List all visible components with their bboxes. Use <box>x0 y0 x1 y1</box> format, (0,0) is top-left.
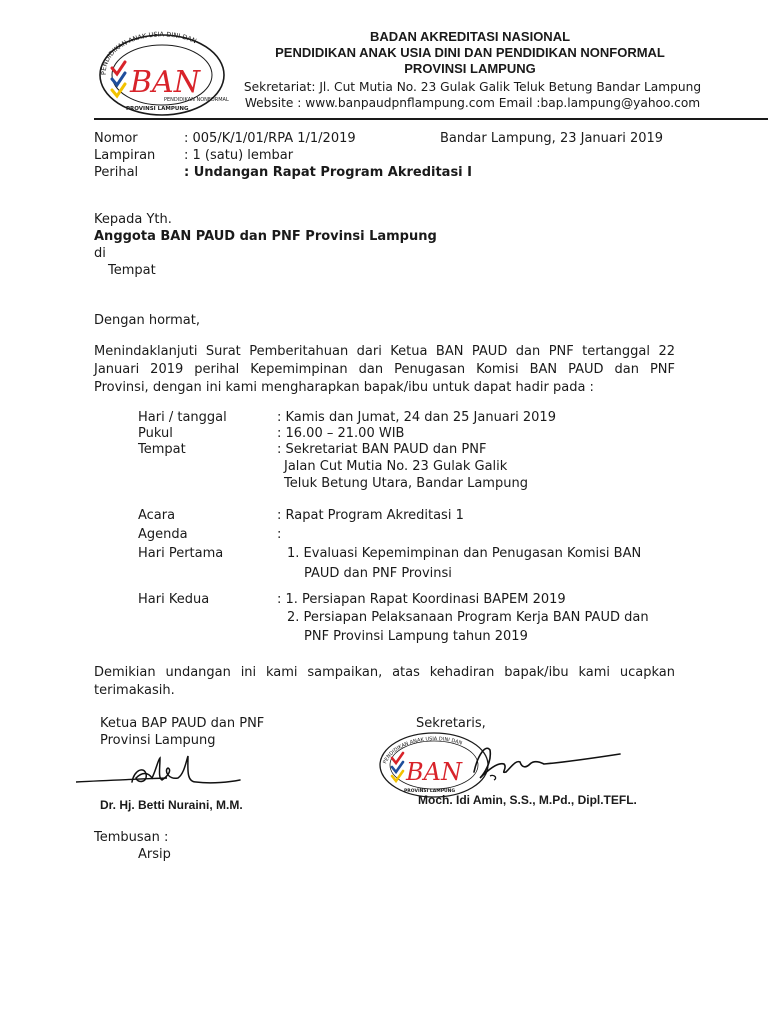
tempat-value-3: Teluk Betung Utara, Bandar Lampung <box>284 476 528 491</box>
logo-brand: BAN <box>130 65 200 100</box>
recipient-greeting: Kepada Yth. <box>94 212 172 227</box>
hari-pertama-item-1-cont: PAUD dan PNF Provinsi <box>304 566 452 581</box>
acara-value: : Rapat Program Akreditasi 1 <box>277 508 464 523</box>
hari-kedua-item-1: : 1. Persiapan Rapat Koordinasi BAPEM 2019 <box>277 592 566 607</box>
right-signature-scribble <box>470 740 630 786</box>
agenda-label: Agenda <box>138 527 188 542</box>
logo-province: PROVINSI LAMPUNG <box>126 106 189 112</box>
nomor-value: : 005/K/1/01/RPA 1/1/2019 <box>184 131 356 146</box>
nomor-label: Nomor <box>94 131 138 146</box>
tempat-label: Tempat <box>138 442 186 457</box>
lampiran-label: Lampiran <box>94 148 156 163</box>
pukul-label: Pukul <box>138 426 173 441</box>
recipient-di: di <box>94 246 106 261</box>
body-line-3: Provinsi, dengan ini kami mengharapkan bapak/ibu untuk dapat hadir pada : <box>94 380 594 395</box>
left-signature-scribble <box>72 752 252 796</box>
hari-pertama-label: Hari Pertama <box>138 546 224 561</box>
right-signer-name: Moch. Idi Amin, S.S., M.Pd., Dipl.TEFL. <box>418 793 637 807</box>
tempat-value-1: : Sekretariat BAN PAUD dan PNF <box>277 442 487 457</box>
pukul-value: : 16.00 – 21.00 WIB <box>277 426 405 441</box>
left-signer-name: Dr. Hj. Betti Nuraini, M.M. <box>100 798 243 812</box>
agenda-colon: : <box>277 527 282 542</box>
logo-arc-text: PENDIDIKAN ANAK USIA DINI DAN <box>99 30 198 76</box>
hari-kedua-item-2-cont: PNF Provinsi Lampung tahun 2019 <box>304 629 528 644</box>
acara-label: Acara <box>138 508 176 523</box>
org-contact: Website : www.banpaudpnflampung.com Email :bap.lampung@yahoo.com <box>244 96 701 110</box>
letter-date: Bandar Lampung, 23 Januari 2019 <box>440 131 664 146</box>
closing-line-2: terimakasih. <box>94 683 175 698</box>
lampiran-value: : 1 (satu) lembar <box>184 148 294 163</box>
org-name-line2: PENDIDIKAN ANAK USIA DINI DAN PENDIDIKAN NONFORMAL <box>275 45 665 60</box>
tempat-value-2: Jalan Cut Mutia No. 23 Gulak Galik <box>284 459 508 474</box>
perihal-value: : Undangan Rapat Program Akreditasi I <box>184 165 472 180</box>
header-divider <box>94 118 768 120</box>
stamp-province: PROVINSI LAMPUNG <box>404 789 456 794</box>
body-line-2: Januari 2019 perihal Kepemimpinan dan Penugasan Komisi BAN PAUD dan PNF <box>94 362 675 377</box>
body-line-1: Menindaklanjuti Surat Pemberitahuan dari Ketua BAN PAUD dan PNF tertanggal 22 <box>94 344 675 359</box>
tembusan-item: Arsip <box>138 847 171 862</box>
hari-pertama-item-1: 1. Evaluasi Kepemimpinan dan Penugasan Komisi BAN <box>287 546 642 561</box>
tembusan-label: Tembusan : <box>94 830 169 845</box>
hari-kedua-label: Hari Kedua <box>138 592 210 607</box>
org-name-line1: BADAN AKREDITASI NASIONAL <box>369 29 571 44</box>
salutation: Dengan hormat, <box>94 313 201 328</box>
hari-label: Hari / tanggal <box>138 410 227 425</box>
org-name-line3: PROVINSI LAMPUNG <box>404 61 536 76</box>
logo-arc-right: PENDIDIKAN NONFORMAL <box>164 97 229 103</box>
perihal-label: Perihal <box>94 165 139 180</box>
right-signer-title: Sekretaris, <box>416 716 486 731</box>
hari-kedua-item-2: 2. Persiapan Pelaksanaan Program Kerja BAN PAUD dan <box>287 610 649 625</box>
left-signer-title-2: Provinsi Lampung <box>100 733 216 748</box>
closing-line-1: Demikian undangan ini kami sampaikan, atas kehadiran bapak/ibu kami ucapkan <box>94 665 675 680</box>
stamp-arc-text: PENDIDIKAN ANAK USIA DINI DAN <box>382 736 463 765</box>
left-signer-title-1: Ketua BAP PAUD dan PNF <box>100 716 265 731</box>
stamp-brand: BAN <box>406 758 462 786</box>
recipient-name: Anggota BAN PAUD dan PNF Provinsi Lampung <box>94 229 437 244</box>
recipient-place: Tempat <box>108 263 156 278</box>
org-address: Sekretariat: Jl. Cut Mutia No. 23 Gulak Galik Teluk Betung Bandar Lampung <box>243 80 702 94</box>
hari-value: : Kamis dan Jumat, 24 dan 25 Januari 2019 <box>277 410 556 425</box>
